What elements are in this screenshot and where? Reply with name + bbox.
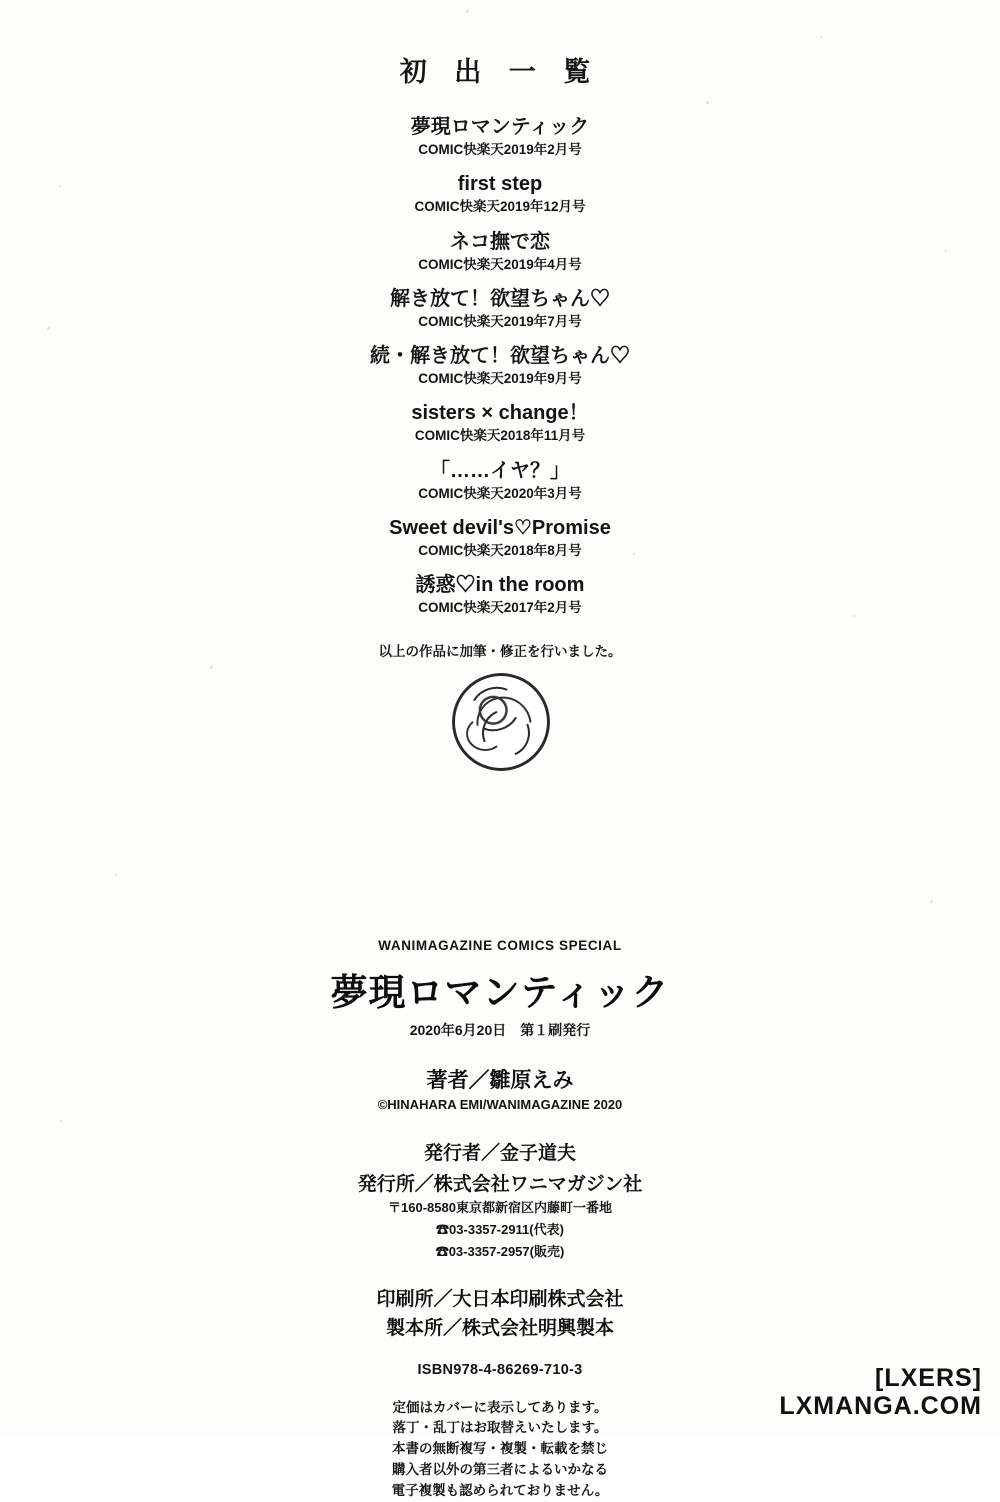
colophon-publisher-company: 発行所／株式会社ワニマガジン社 (357, 1174, 643, 1195)
credit-work-title: 夢現ロマンティック (410, 116, 590, 138)
paper-speck (820, 36, 822, 38)
colophon-book-title: 夢現ロマンティック (330, 972, 670, 1013)
colophon-series-label: WANIMAGAZINE COMICS SPECIAL (378, 938, 622, 953)
paper-speck (115, 874, 117, 876)
credit-entry (0, 344, 1000, 389)
credit-entry (0, 172, 1000, 217)
first-publication-list (0, 50, 1000, 660)
paper-speck (466, 10, 469, 13)
credit-entry (0, 287, 1000, 332)
colophon-publisher-person: 発行者／金子道夫 (423, 1143, 576, 1164)
credit-entry (0, 459, 1000, 504)
credit-entry (0, 115, 1000, 160)
colophon-printer: 印刷所／大日本印刷株式会社 (376, 1288, 624, 1310)
colophon-notice-line: 落丁・乱丁はお取替えいたします。 (392, 1420, 608, 1436)
credit-entry (0, 401, 1000, 446)
credit-work-source: COMIC快楽天2017年2月号 (418, 600, 582, 615)
credit-work-source: COMIC快楽天2018年11月号 (414, 428, 586, 444)
credit-work-title: 続・解き放て！欲望ちゃん♡ (370, 345, 630, 367)
credit-work-source: COMIC快楽天2020年3月号 (418, 485, 582, 501)
colophon-notice-line: 本書の無断複写・複製・転載を禁じ (392, 1441, 608, 1457)
watermark-site-url: LXMANGA.COM (779, 1392, 982, 1421)
credit-work-source: COMIC快楽天2019年4月号 (418, 256, 582, 272)
colophon-phone-sales: ☎03-3357-2957(販売) (435, 1243, 565, 1259)
colophon-copyright: ©HINAHARA EMI/WANIMAGAZINE 2020 (377, 1097, 623, 1112)
paper-speck (930, 900, 933, 903)
site-watermark (779, 1365, 982, 1421)
credits-note: 以上の作品に加筆・修正を行いました。 (378, 644, 622, 660)
credit-work-title: 誘惑♡in the room (415, 574, 585, 596)
credits-heading: 初 出 一 覧 (399, 57, 601, 87)
credit-entry (0, 573, 1000, 618)
credit-work-title: ネコ撫で恋 (450, 230, 550, 253)
colophon-notice-line: 定価はカバーに表示してあります。 (392, 1399, 608, 1415)
publisher-seal-icon (452, 673, 550, 771)
colophon-publication-date: 2020年6月20日 第１刷発行 (409, 1022, 591, 1038)
colophon-notice-line: 電子複製も認められておりません。 (391, 1483, 609, 1499)
credit-work-title: first step (457, 173, 543, 196)
credit-work-title: 「……イヤ？」 (430, 459, 570, 482)
paper-speck (210, 666, 213, 669)
colophon-phone-main: ☎03-3357-2911(代表) (436, 1221, 564, 1237)
colophon-address: 〒160-8580東京都新宿区内藤町一番地 (388, 1200, 612, 1215)
credit-entry (0, 230, 1000, 275)
credit-work-title: Sweet devil's♡Promise (389, 516, 611, 539)
credit-work-source: COMIC快楽天2019年12月号 (414, 199, 586, 215)
credit-work-title: 解き放て！欲望ちゃん♡ (390, 287, 610, 310)
credit-work-source: COMIC快楽天2019年7月号 (418, 313, 582, 329)
colophon-author: 著者／雛原えみ (426, 1069, 574, 1092)
credit-work-title: sisters × change！ (411, 402, 589, 425)
credit-work-source: COMIC快楽天2018年8月号 (418, 542, 582, 558)
credit-work-source: COMIC快楽天2019年9月号 (418, 371, 582, 386)
credit-work-source: COMIC快楽天2019年2月号 (418, 142, 582, 157)
colophon-notice-line: 購入者以外の第三者によるいかなる (392, 1462, 608, 1478)
colophon-isbn: ISBN978-4-86269-710-3 (417, 1361, 583, 1378)
credit-entry (0, 516, 1000, 561)
watermark-group-tag: [LXERS] (875, 1363, 982, 1392)
colophon-binder: 製本所／株式会社明興製本 (385, 1317, 614, 1339)
